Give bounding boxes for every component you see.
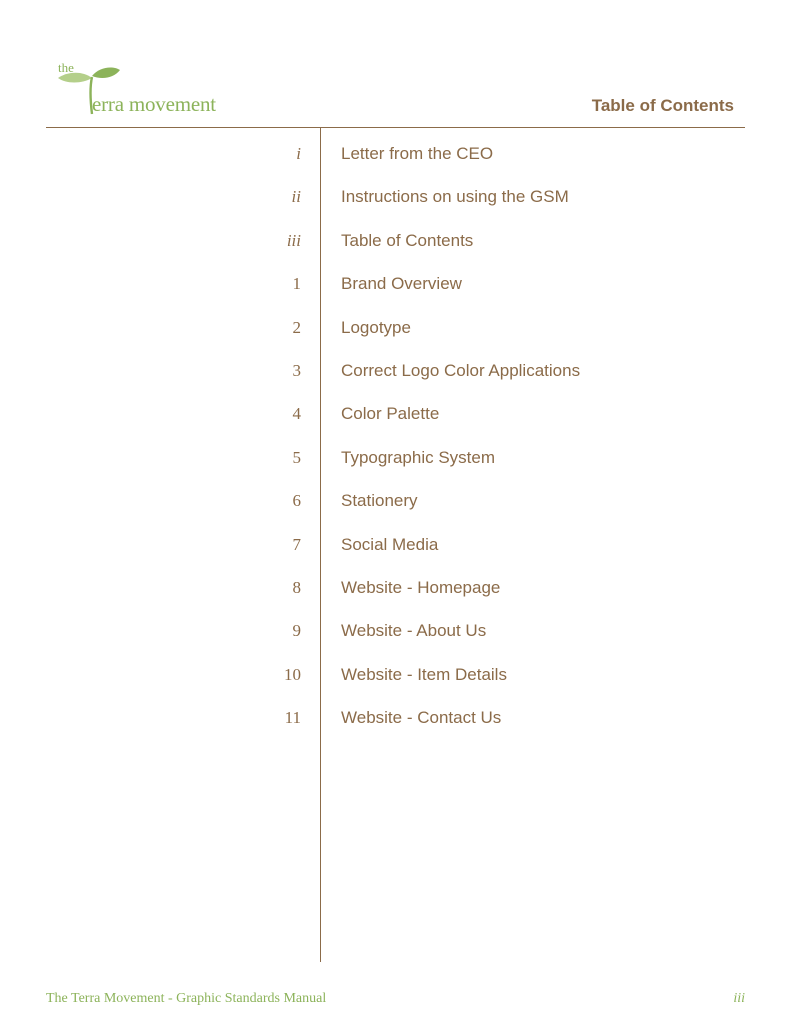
brand-logo <box>56 60 246 120</box>
toc-title: Table of Contents <box>341 230 474 250</box>
footer-manual-title: The Terra Movement - Graphic Standards Manual <box>46 991 327 1006</box>
toc-title: Correct Logo Color Applications <box>341 360 581 380</box>
header-divider <box>46 127 745 128</box>
toc-entry[interactable] <box>0 446 791 489</box>
toc-page-number: 7 <box>292 534 301 554</box>
toc-title: Website - About Us <box>341 621 487 641</box>
toc-title: Brand Overview <box>341 274 462 294</box>
toc-page-number: 3 <box>292 360 301 380</box>
toc-page-number: 8 <box>292 577 301 597</box>
toc-title: Typographic System <box>341 447 496 467</box>
toc-entry[interactable] <box>0 576 791 619</box>
toc-entry[interactable] <box>0 489 791 532</box>
toc-entry[interactable] <box>0 706 791 749</box>
toc-entry[interactable] <box>0 142 791 185</box>
toc-entry[interactable] <box>0 619 791 662</box>
toc-entry[interactable] <box>0 663 791 706</box>
toc-title: Social Media <box>341 534 439 554</box>
toc-entry[interactable] <box>0 316 791 359</box>
toc-title: Website - Homepage <box>341 577 501 597</box>
toc-page-number: 4 <box>292 404 301 424</box>
toc-page-number: 5 <box>292 447 301 467</box>
toc-page-number: 10 <box>284 664 301 684</box>
toc-page-number: 9 <box>292 621 301 641</box>
toc-page-number: 2 <box>292 317 301 337</box>
toc-entry[interactable] <box>0 229 791 272</box>
toc-title: Letter from the CEO <box>341 144 494 163</box>
table-of-contents <box>0 142 791 749</box>
toc-entry[interactable] <box>0 402 791 445</box>
toc-title: Color Palette <box>341 404 440 424</box>
logo-wordmark: erra movement <box>92 92 216 116</box>
toc-page-number: ii <box>291 187 301 207</box>
toc-title: Instructions on using the GSM <box>341 187 569 207</box>
toc-title: Logotype <box>341 317 411 337</box>
toc-entry[interactable] <box>0 272 791 315</box>
toc-title: Stationery <box>341 491 418 511</box>
toc-page-number: iii <box>286 230 301 250</box>
footer-page-number: iii <box>733 991 745 1006</box>
toc-entry[interactable] <box>0 185 791 228</box>
toc-page-number: i <box>296 144 301 163</box>
logo-the-text: the <box>58 60 74 75</box>
toc-entry[interactable] <box>0 359 791 402</box>
toc-title: Website - Contact Us <box>341 708 502 728</box>
toc-entry[interactable] <box>0 533 791 576</box>
toc-page-number: 11 <box>284 708 301 728</box>
toc-title: Website - Item Details <box>341 664 507 684</box>
page-title: Table of Contents <box>591 96 734 115</box>
toc-page-number: 6 <box>292 491 301 511</box>
toc-page-number: 1 <box>292 274 301 294</box>
